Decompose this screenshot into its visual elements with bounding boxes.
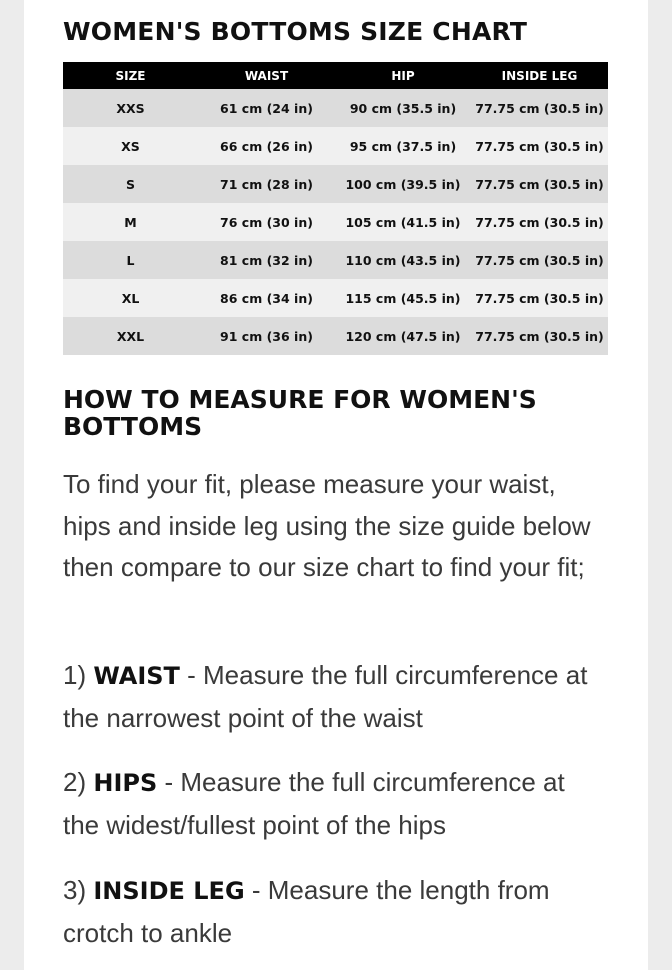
cell-waist: 71 cm (28 in) bbox=[198, 165, 335, 203]
measure-step-inside-leg bbox=[63, 870, 608, 954]
cell-waist: 66 cm (26 in) bbox=[198, 127, 335, 165]
header-size: SIZE bbox=[63, 62, 198, 89]
cell-waist: 61 cm (24 in) bbox=[198, 89, 335, 127]
measure-step-waist bbox=[63, 655, 608, 739]
cell-inside-leg: 77.75 cm (30.5 in) bbox=[471, 127, 608, 165]
table-row bbox=[63, 165, 608, 203]
table-header-row bbox=[63, 62, 608, 89]
table-row bbox=[63, 89, 608, 127]
measure-intro: To find your fit, please measure your waist, hips and inside leg using the size guide below then compare to our size chart to find your fit; bbox=[63, 469, 591, 582]
cell-inside-leg: 77.75 cm (30.5 in) bbox=[471, 203, 608, 241]
step-text: - Measure the full circumference at the narrowest point of the waist bbox=[63, 660, 588, 733]
cell-waist: 91 cm (36 in) bbox=[198, 317, 335, 355]
cell-size: XS bbox=[63, 127, 198, 165]
how-to-measure-title: HOW TO MEASURE FOR WOMEN'S BOTTOMS bbox=[63, 385, 537, 441]
step-text: - Measure the length from crotch to ankle bbox=[63, 875, 550, 948]
step-number: 2) bbox=[63, 767, 87, 797]
step-text: - Measure the full circumference at the widest/fullest point of the hips bbox=[63, 767, 565, 840]
cell-hip: 110 cm (43.5 in) bbox=[335, 241, 471, 279]
cell-inside-leg: 77.75 cm (30.5 in) bbox=[471, 165, 608, 203]
cell-inside-leg: 77.75 cm (30.5 in) bbox=[471, 317, 608, 355]
size-chart-table bbox=[63, 62, 608, 355]
header-waist: WAIST bbox=[198, 62, 335, 89]
cell-hip: 95 cm (37.5 in) bbox=[335, 127, 471, 165]
cell-size: S bbox=[63, 165, 198, 203]
cell-inside-leg: 77.75 cm (30.5 in) bbox=[471, 279, 608, 317]
cell-hip: 100 cm (39.5 in) bbox=[335, 165, 471, 203]
cell-hip: 120 cm (47.5 in) bbox=[335, 317, 471, 355]
cell-size: XL bbox=[63, 279, 198, 317]
table-row bbox=[63, 279, 608, 317]
cell-size: XXL bbox=[63, 317, 198, 355]
table-row bbox=[63, 317, 608, 355]
cell-hip: 105 cm (41.5 in) bbox=[335, 203, 471, 241]
cell-hip: 90 cm (35.5 in) bbox=[335, 89, 471, 127]
cell-waist: 81 cm (32 in) bbox=[198, 241, 335, 279]
cell-inside-leg: 77.75 cm (30.5 in) bbox=[471, 241, 608, 279]
size-chart-title: WOMEN'S BOTTOMS SIZE CHART bbox=[63, 17, 528, 46]
table-row bbox=[63, 203, 608, 241]
cell-size: L bbox=[63, 241, 198, 279]
header-inside-leg: INSIDE LEG bbox=[471, 62, 608, 89]
table-row bbox=[63, 127, 608, 165]
cell-waist: 86 cm (34 in) bbox=[198, 279, 335, 317]
step-term: INSIDE LEG bbox=[93, 877, 245, 905]
step-term: HIPS bbox=[93, 769, 158, 797]
cell-hip: 115 cm (45.5 in) bbox=[335, 279, 471, 317]
step-number: 3) bbox=[63, 875, 87, 905]
cell-size: XXS bbox=[63, 89, 198, 127]
step-number: 1) bbox=[63, 660, 87, 690]
step-term: WAIST bbox=[93, 662, 180, 690]
cell-inside-leg: 77.75 cm (30.5 in) bbox=[471, 89, 608, 127]
cell-waist: 76 cm (30 in) bbox=[198, 203, 335, 241]
measure-step-hips bbox=[63, 762, 608, 846]
page-card bbox=[24, 0, 648, 970]
table-row bbox=[63, 241, 608, 279]
header-hip: HIP bbox=[335, 62, 471, 89]
cell-size: M bbox=[63, 203, 198, 241]
